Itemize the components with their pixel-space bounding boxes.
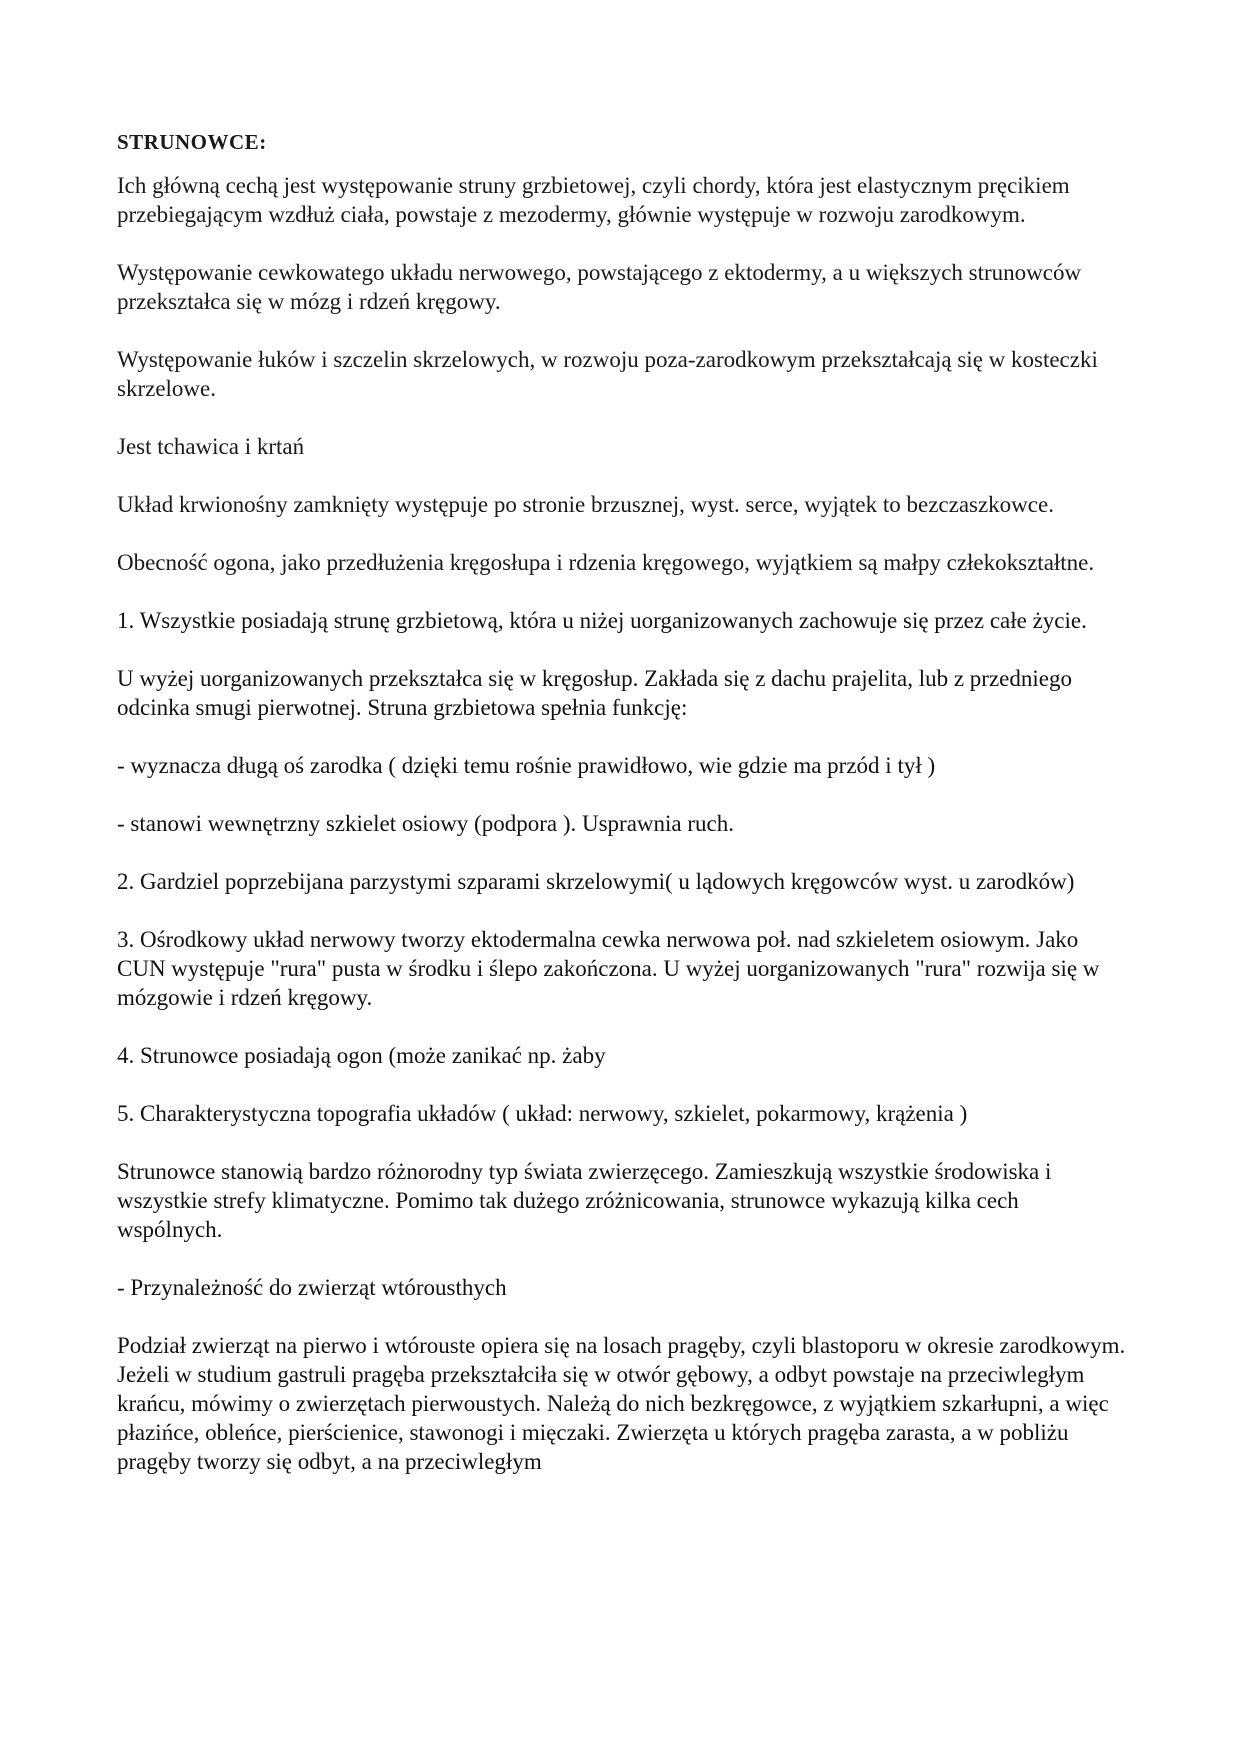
document-page [117, 128, 1127, 1505]
paragraph-tail: Obecność ogona, jako przedłużenia kręgosłupa i rdzenia kręgowego, wyjątkiem są małpy człekokształtne. [117, 550, 1095, 575]
paragraph-spine: U wyżej uorganizowanych przekształca się w kręgosłup. Zakłada się z dachu prajelita, lub z przedniego odcinka smugi pierwotnej. Struna grzbietowa spełnia funkcję: [117, 666, 1072, 720]
paragraph-diversity: Strunowce stanowią bardzo różnorodny typ świata zwierzęcego. Zamieszkują wszystkie środowiska i wszystkie strefy klimatyczne. Pomimo tak dużego zróżnicowania, strunowce wykazują kilka cech wspólnych. [117, 1159, 1052, 1242]
paragraph-chorda: Ich główną cechą jest występowanie struny grzbietowej, czyli chordy, która jest elastycznym pręcikiem przebiegającym wzdłuż ciała, powstaje z mezodermy, głównie występuje w rozwoju zarodkowym. [117, 173, 1070, 227]
document-title: STRUNOWCE: [117, 130, 267, 154]
paragraph-point-2: 2. Gardziel poprzebijana parzystymi szparami skrzelowymi( u lądowych kręgowców wyst. u zarodków) [117, 869, 1075, 894]
paragraph-point-4: 4. Strunowce posiadają ogon (może zanikać np. żaby [117, 1043, 606, 1068]
paragraph-trachea: Jest tchawica i krtań [117, 434, 305, 459]
paragraph-function-axis: - wyznacza długą oś zarodka ( dzięki temu rośnie prawidłowo, wie gdzie ma przód i tył ) [117, 753, 936, 778]
paragraph-nervous-system: Występowanie cewkowatego układu nerwowego, powstającego z ektodermy, a u większych strunowców przekształca się w mózg i rdzeń kręgowy. [117, 260, 1082, 314]
paragraph-point-5: 5. Charakterystyczna topografia układów ( układ: nerwowy, szkielet, pokarmowy, krążenia ) [117, 1101, 968, 1126]
paragraph-gill-arches: Występowanie łuków i szczelin skrzelowych, w rozwoju poza-zarodkowym przekształcają się w kosteczki skrzelowe. [117, 347, 1098, 401]
paragraph-deuterostomes: - Przynależność do zwierząt wtórousthych [117, 1275, 507, 1300]
paragraph-circulatory: Układ krwionośny zamknięty występuje po stronie brzusznej, wyst. serce, wyjątek to bezczaszkowce. [117, 492, 1054, 517]
paragraph-point-3: 3. Ośrodkowy układ nerwowy tworzy ektodermalna cewka nerwowa poł. nad szkieletem osiowym. Jako CUN występuje "rura" pusta w środku i ślepo zakończona. U wyżej uorganizowanych "rura" rozwija się w mózgowie i rdzeń kręgowy. [117, 927, 1100, 1010]
paragraph-point-1: 1. Wszystkie posiadają strunę grzbietową, która u niżej uorganizowanych zachowuje się przez całe życie. [117, 608, 1087, 633]
paragraph-function-skeleton: - stanowi wewnętrzny szkielet osiowy (podpora ). Usprawnia ruch. [117, 811, 734, 836]
paragraph-blastopore: Podział zwierząt na pierwo i wtórouste opiera się na losach pragęby, czyli blastoporu w okresie zarodkowym. Jeżeli w studium gastruli pragęba przekształciła się w otwór gębowy, a odbyt powstaje na przeciwległym krańcu, mówimy o zwierzętach pierwoustych. Należą do nich bezkręgowce, z wyjątkiem szkarłupni, a więc płazińce, obleńce, pierścienice, stawonogi i mięczaki. Zwierzęta u których pragęba zarasta, a w pobliżu pragęby tworzy się odbyt, a na przeciwległym [117, 1333, 1126, 1474]
